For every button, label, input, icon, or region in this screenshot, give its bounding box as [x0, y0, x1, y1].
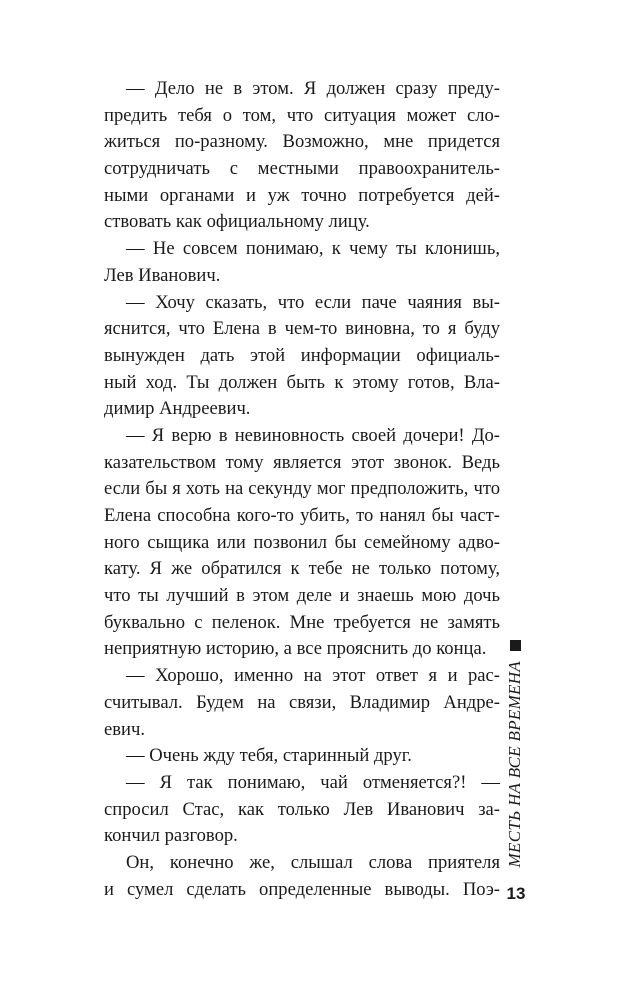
- text-line: яснится, что Елена в чем-то виновна, то я буду: [104, 318, 500, 340]
- text-line: что ты лучший в этом деле и знаешь мою дочь: [104, 585, 500, 607]
- text-line: ного сыщика или позвонил бы семейному адво-: [104, 531, 500, 553]
- text-line: и сумел сделать определенные выводы. Поэ-: [104, 878, 500, 900]
- page-number: 13: [506, 884, 526, 903]
- body-text: [104, 76, 500, 903]
- text-line: ными органами и уж точно потребуется дей-: [104, 184, 500, 206]
- text-line: — Хорошо, именно на этот ответ я и рас-: [126, 665, 500, 687]
- text-line: житься по-разному. Возможно, мне придется: [104, 131, 500, 153]
- square-bullet-icon: [510, 640, 521, 651]
- text-line: предить тебя о том, что ситуация может сло-: [104, 104, 500, 126]
- text-line: Он, конечно же, слышал слова приятеля: [126, 851, 500, 873]
- text-line: казательством тому является этот звонок. Ведь: [104, 451, 500, 473]
- running-head: [492, 640, 538, 880]
- text-line: евич.: [104, 718, 145, 740]
- text-line: Лев Иванович.: [104, 264, 221, 286]
- text-line: неприятную историю, а все прояснить до конца.: [104, 638, 487, 660]
- text-line: считывал. Будем на связи, Владимир Андре-: [104, 691, 500, 713]
- text-line: — Хочу сказать, что если паче чаяния вы-: [126, 291, 500, 313]
- text-line: кату. Я же обратился к тебе не только потому,: [104, 558, 500, 580]
- text-line: — Дело не в этом. Я должен сразу преду-: [126, 78, 500, 99]
- text-line: — Очень жду тебя, старинный друг.: [126, 745, 412, 767]
- text-line: если бы я хоть на секунду мог предположить, что: [104, 478, 500, 500]
- text-line: кончил разговор.: [104, 825, 238, 847]
- text-line: — Я верю в невиновность своей дочери! До-: [126, 424, 500, 446]
- text-line: Елена способна кого-то убить, то нанял бы част-: [104, 505, 500, 526]
- running-head-title: МЕСТЬ НА ВСЕ ВРЕМЕНА: [505, 661, 524, 868]
- text-line: ный ход. Ты должен быть к этому готов, Вла-: [104, 371, 500, 393]
- text-line: вынужден дать этой информации официаль-: [104, 344, 500, 366]
- text-line: буквально с пеленок. Мне требуется не замять: [104, 611, 500, 633]
- text-line: димир Андреевич.: [104, 398, 251, 420]
- text-line: ствовать как официальному лицу.: [104, 211, 370, 233]
- text-line: — Не совсем понимаю, к чему ты клонишь,: [126, 238, 500, 260]
- text-line: сотрудничать с местными правоохранитель-: [104, 158, 500, 180]
- text-line: — Я так понимаю, чай отменяется?! —: [126, 771, 500, 793]
- text-line: спросил Стас, как только Лев Иванович за-: [104, 798, 500, 820]
